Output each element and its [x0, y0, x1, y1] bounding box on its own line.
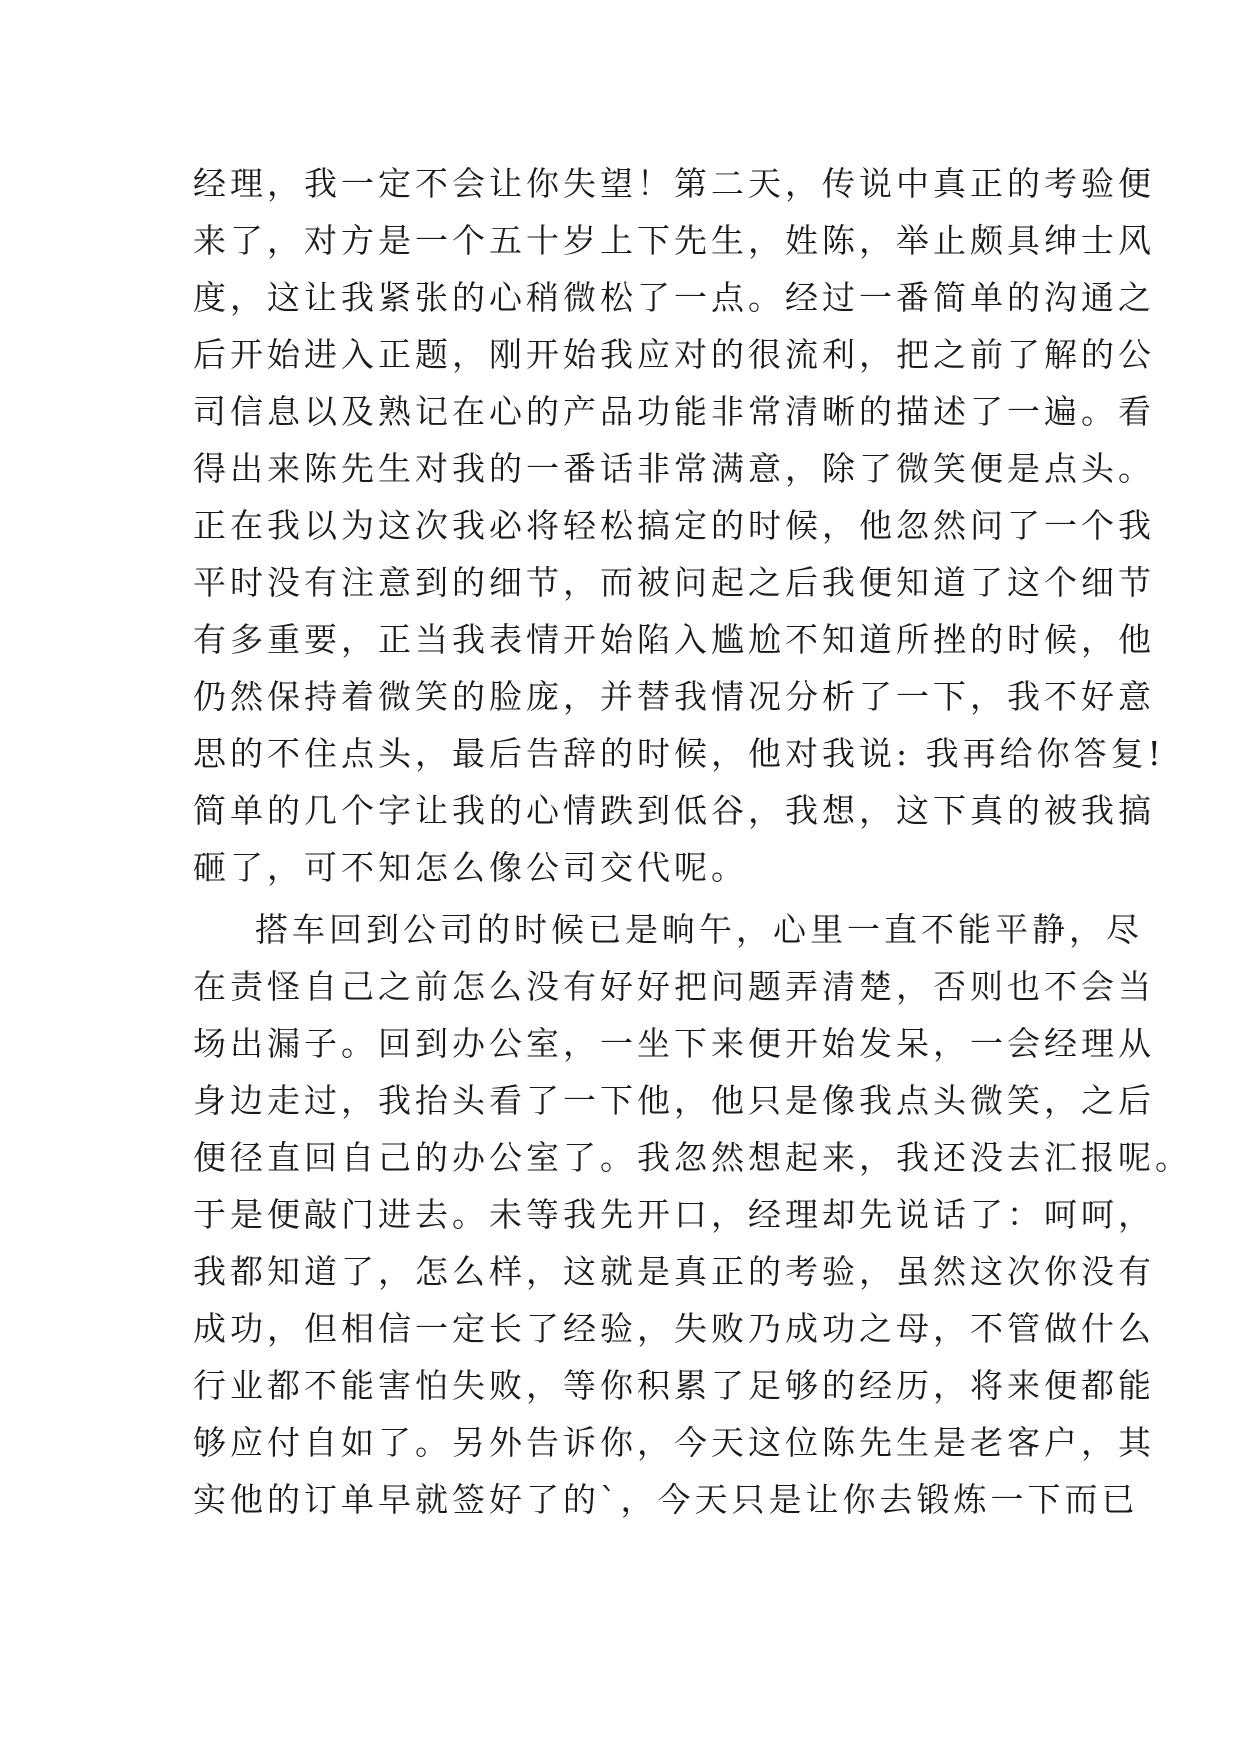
text-line: 平时没有注意到的细节，而被问起之后我便知道了这个细节 [193, 563, 1155, 602]
text-line: 实他的订单早就签好了的`，今天只是让你去锻炼一下而已 [193, 1480, 1139, 1519]
text-line: 度，这让我紧张的心稍微松了一点。经过一番简单的沟通之 [193, 278, 1155, 317]
text-line: 我都知道了，怎么样，这就是真正的考验，虽然这次你没有 [193, 1252, 1155, 1291]
text-line: 砸了，可不知怎么像公司交代呢。 [193, 848, 748, 887]
text-line: 在责怪自己之前怎么没有好好把问题弄清楚，否则也不会当 [193, 967, 1155, 1006]
text-line: 场出漏子。回到办公室，一坐下来便开始发呆，一会经理从 [193, 1024, 1155, 1063]
text-line-indented: 搭车回到公司的时候已是晌午，心里一直不能平静，尽 [255, 910, 1143, 949]
text-line: 于是便敲门进去。未等我先开口，经理却先说话了：呵呵， [193, 1195, 1155, 1234]
text-line: 有多重要，正当我表情开始陷入尴尬不知道所挫的时候，他 [193, 620, 1155, 659]
text-line: 行业都不能害怕失败，等你积累了足够的经历，将来便都能 [193, 1366, 1155, 1405]
text-line: 够应付自如了。另外告诉你，今天这位陈先生是老客户，其 [193, 1423, 1155, 1462]
text-line: 思的不住点头，最后告辞的时候，他对我说: 我再给你答复! [193, 734, 1165, 773]
text-line: 成功，但相信一定长了经验，失败乃成功之母，不管做什么 [193, 1309, 1155, 1348]
text-line: 后开始进入正题，刚开始我应对的很流利，把之前了解的公 [193, 335, 1155, 374]
text-line: 简单的几个字让我的心情跌到低谷，我想，这下真的被我搞 [193, 791, 1155, 830]
text-line: 得出来陈先生对我的一番话非常满意，除了微笑便是点头。 [193, 449, 1155, 488]
text-line: 身边走过，我抬头看了一下他，他只是像我点头微笑，之后 [193, 1081, 1155, 1120]
text-line: 便径直回自己的办公室了。我忽然想起来，我还没去汇报呢。 [193, 1138, 1192, 1177]
text-line: 来了，对方是一个五十岁上下先生，姓陈，举止颇具绅士风 [193, 221, 1155, 260]
text-line: 经理，我一定不会让你失望！第二天，传说中真正的考验便 [193, 164, 1155, 203]
text-line: 仍然保持着微笑的脸庞，并替我情况分析了一下，我不好意 [193, 677, 1155, 716]
text-line: 司信息以及熟记在心的产品功能非常清晰的描述了一遍。看 [193, 392, 1155, 431]
text-line: 正在我以为这次我必将轻松搞定的时候，他忽然问了一个我 [193, 506, 1155, 545]
